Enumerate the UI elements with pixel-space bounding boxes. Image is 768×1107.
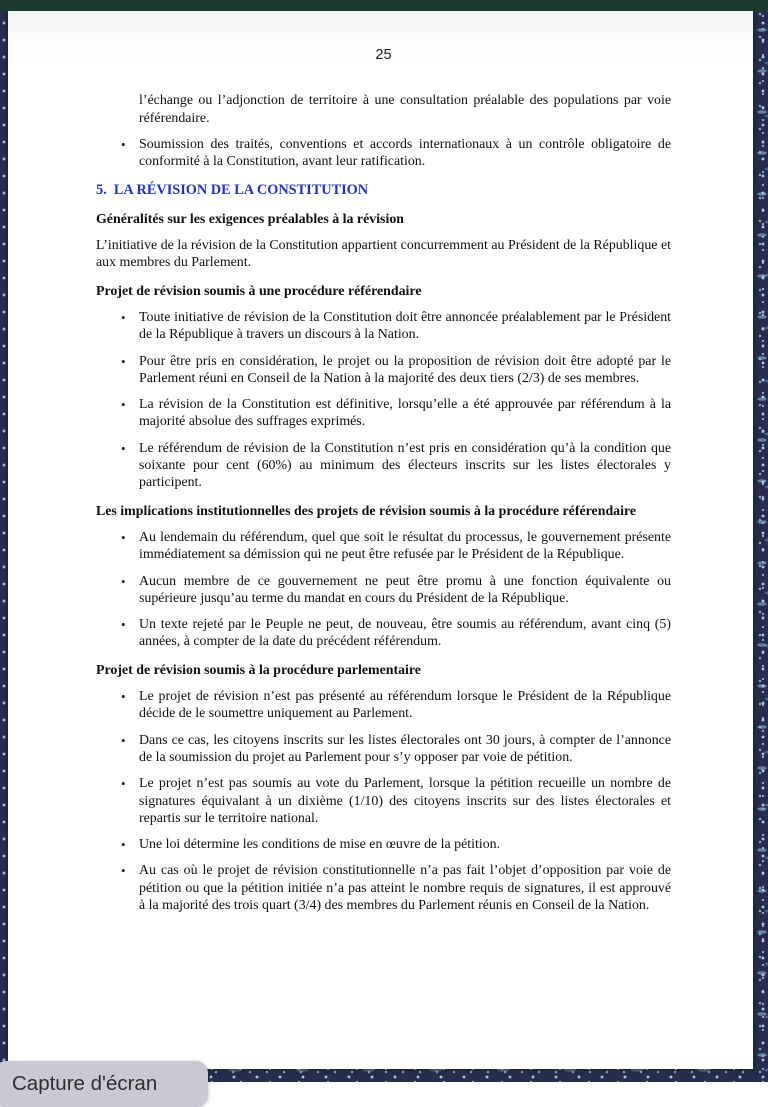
bullet-text: Un texte rejeté par le Peuple ne peut, de nouveau, être soumis au référendum, avant cinq (5) années, à compter de la date du précédent référendum.: [139, 617, 671, 650]
subsection-heading: Projet de révision soumis à la procédure parlementaire: [96, 662, 421, 678]
top-accent-bar: [0, 0, 768, 11]
bullet-icon: •: [121, 837, 126, 853]
bullet-text: Dans ce cas, les citoyens inscrits sur les listes électorales ont 30 jours, à compter de l’annonce de la soumission du projet au Parlement pour s’y opposer par voie de pétition.: [139, 732, 671, 765]
screenshot-tooltip-label: Capture d'écran: [12, 1072, 158, 1095]
bullet-item: [96, 529, 671, 564]
bullet-item: [96, 862, 671, 914]
bullet-text: Pour être pris en considération, le projet ou la proposition de révision doit être adopté par le Parlement réuni en Conseil de la Nation à la majorité des deux tiers (2/3) de ses membres.: [139, 353, 671, 386]
bullet-text: Toute initiative de révision de la Constitution doit être annoncée préalablement par le Président de la République à travers un discours à la Nation.: [139, 309, 671, 343]
bullet-item: [96, 616, 671, 651]
bullet-item: [96, 688, 671, 723]
bullet-item: [96, 396, 671, 431]
bullet-icon: •: [121, 617, 126, 633]
bullet-text: Le projet de révision n’est pas présenté au référendum lorsque le Président de la République décide de le soumettre uniquement au Parlement.: [139, 689, 671, 722]
bullet-item: [96, 732, 671, 767]
section-title: 5. LA RÉVISION DE LA CONSTITUTION: [96, 182, 369, 199]
bullet-item: [96, 573, 671, 608]
bullet-icon: •: [121, 397, 126, 413]
bullet-icon: •: [121, 353, 126, 369]
page-number: 25: [375, 47, 392, 63]
paragraph: L’initiative de la révision de la Constitution appartient concurremment au Président de la République et aux membres du Parlement.: [96, 238, 671, 271]
bullet-icon: •: [121, 440, 126, 456]
subsection-heading: Généralités sur les exigences préalables à la révision: [96, 211, 404, 227]
bullet-icon: •: [121, 309, 126, 325]
bullet-icon: •: [121, 689, 126, 705]
bullet-text: Le référendum de révision de la Constitution n’est pris en considération qu’à la condition que soixante pour cent (60%) au minimum des électeurs inscrits sur les listes électorales y participent.: [139, 440, 671, 491]
bullet-item: [96, 836, 671, 853]
bullet-icon: •: [121, 573, 126, 589]
bullet-text: Le projet n’est pas soumis au vote du Parlement, lorsque la pétition recueille un nombre de signatures équivalant à un dixième (1/10) des citoyens inscrits sur des listes électorales et repartis sur le territoire national.: [139, 776, 671, 826]
bullet-icon: •: [121, 136, 126, 152]
document-page: [8, 11, 753, 1069]
screenshot-tooltip: [0, 1061, 208, 1107]
bullet-text: Au lendemain du référendum, quel que soit le résultat du processus, le gouvernement présente immédiatement sa démission qui ne peut être refusée par le Président de la République.: [139, 529, 671, 563]
bullet-item: [96, 775, 671, 827]
subsection-heading: Les implications institutionnelles des projets de révision soumis à la procédure référendaire: [96, 503, 637, 519]
bullet-item: [96, 353, 671, 388]
subsection-heading: Projet de révision soumis à une procédure référendaire: [96, 283, 422, 299]
page-content: [96, 92, 671, 914]
bullet-text: Une loi détermine les conditions de mise en œuvre de la pétition.: [139, 837, 501, 853]
bullet-item: [96, 136, 671, 171]
bullet-item: [96, 309, 671, 344]
bullet-text: La révision de la Constitution est définitive, lorsqu’elle a été approuvée par référendum à la majorité absolue des suffrages exprimés.: [139, 397, 671, 430]
bullet-icon: •: [121, 776, 126, 792]
bullet-item: [96, 440, 671, 492]
bullet-text: Aucun membre de ce gouvernement ne peut être promu à une fonction équivalente ou supérieure jusqu’au terme du mandat en cours du Président de la République.: [139, 573, 671, 606]
bullet-text: Soumission des traités, conventions et accords internationaux à un contrôle obligatoire de conformité à la Constitution, avant leur ratification.: [139, 136, 671, 170]
bullet-icon: •: [121, 863, 126, 879]
paragraph-continuation: l’échange ou l’adjonction de territoire à une consultation préalable des populations par voie référendaire.: [139, 93, 671, 126]
bullet-icon: •: [121, 529, 126, 545]
bullet-text: Au cas où le projet de révision constitutionnelle n’a pas fait l’objet d’opposition par voie de pétition ou que la pétition initiée n’a pas atteint le nombre requis de signatures, il est approuvé à la majorité des trois quart (3/4) des membres du Parlement réunis en Conseil de la Nation.: [139, 863, 671, 913]
bullet-icon: •: [121, 732, 126, 748]
